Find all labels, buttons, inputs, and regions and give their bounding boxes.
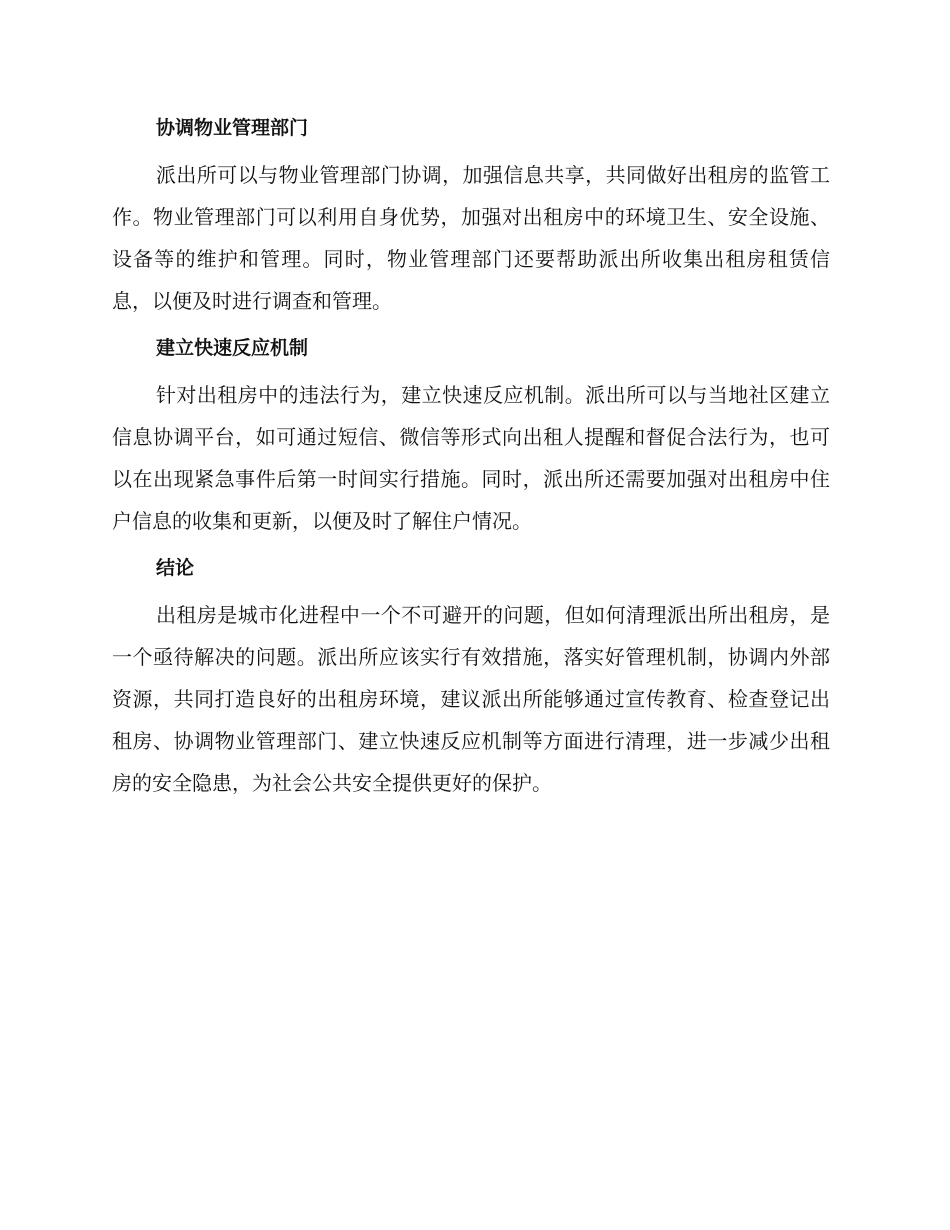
section-rapid-response bbox=[112, 328, 830, 542]
section-heading: 建立快速反应机制 bbox=[156, 337, 309, 359]
section-coordinate-property bbox=[112, 108, 830, 322]
document-page bbox=[112, 108, 830, 810]
section-paragraph: 针对出租房中的违法行为，建立快速反应机制。派出所可以与当地社区建立信息协调平台，如可通过短信、微信等形式向出租人提醒和督促合法行为，也可以在出现紧急事件后第一时间实行措施。同时，派出所还需要加强对出租房中住户信息的收集和更新，以便及时了解住户情况。 bbox=[112, 383, 830, 533]
section-paragraph: 出租房是城市化进程中一个不可避开的问题，但如何清理派出所出租房，是一个亟待解决的问题。派出所应该实行有效措施，落实好管理机制，协调内外部资源，共同打造良好的出租房环境，建议派出所能够通过宣传教育、检查登记出租房、协调物业管理部门、建立快速反应机制等方面进行清理，进一步减少出租房的安全隐患，为社会公共安全提供更好的保护。 bbox=[112, 603, 830, 795]
section-heading: 结论 bbox=[156, 557, 195, 579]
section-paragraph: 派出所可以与物业管理部门协调，加强信息共享，共同做好出租房的监管工作。物业管理部门可以利用自身优势，加强对出租房中的环境卫生、安全设施、设备等的维护和管理。同时，物业管理部门还要帮助派出所收集出租房租赁信息，以便及时进行调查和管理。 bbox=[112, 163, 830, 313]
section-heading: 协调物业管理部门 bbox=[156, 117, 309, 139]
section-conclusion bbox=[112, 548, 830, 804]
